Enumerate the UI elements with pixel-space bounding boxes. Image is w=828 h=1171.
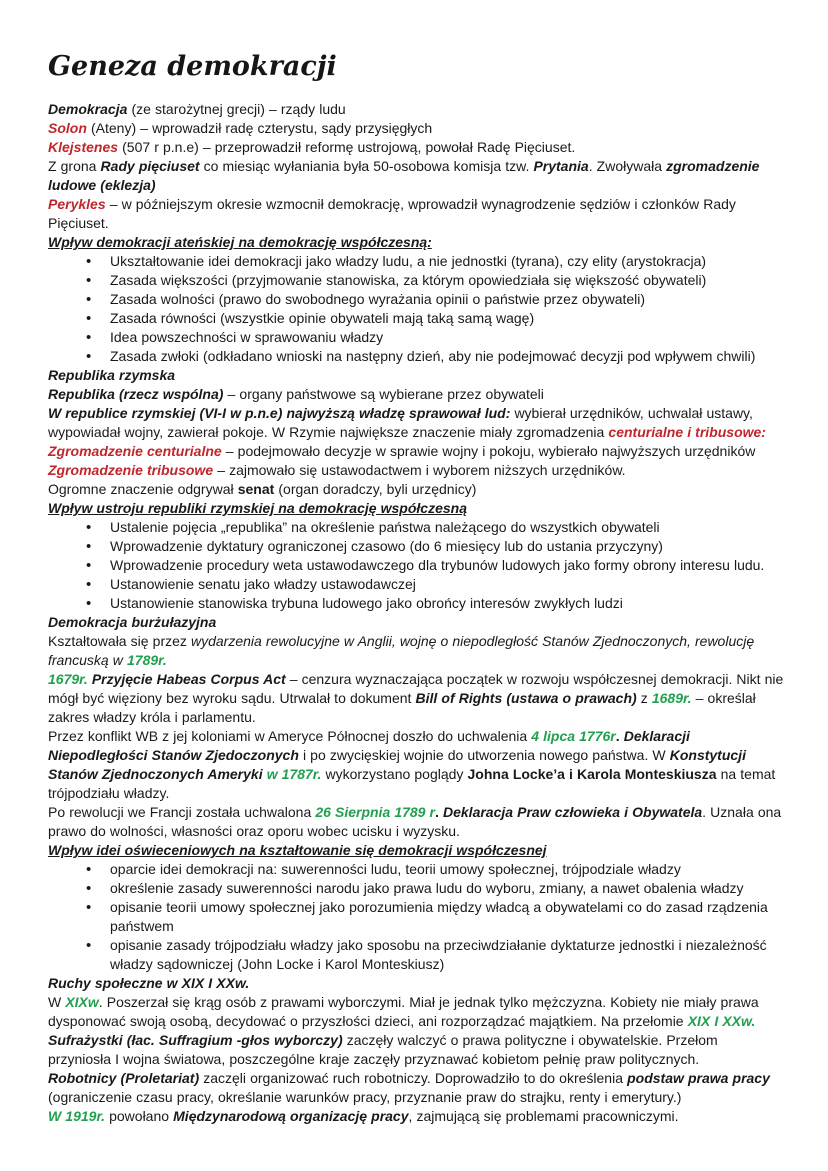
paragraph — [48, 233, 784, 252]
text-run: 4 lipca 1776r — [531, 728, 616, 744]
bullet-item — [48, 328, 784, 347]
text-run: Perykles — [48, 196, 106, 212]
text-run: . Poszerzał się krąg osób z prawami wyborczymi. Miał je jednak tylko mężczyzna. Kobiety nie miały prawa dysponować swoją osobą, decydować o przyszłości dzieci, ani rozporządzać majątkiem. Na przełomie — [48, 994, 759, 1029]
text-run: Demokracja — [48, 101, 128, 117]
text-run: Bill of Rights (ustawa o prawach) — [415, 690, 637, 706]
bullet-item — [48, 594, 784, 613]
text-run: Przyjęcie Habeas Corpus Act — [91, 671, 286, 687]
text-run: Międzynarodową organizację pracy — [173, 1108, 409, 1124]
text-run: Ustanowienie stanowiska trybuna ludowego jako obrońcy interesów zwykłych ludzi — [110, 595, 623, 611]
page-title: Geneza demokracji — [48, 51, 337, 82]
text-run: zgromadzenie ludowe (eklezja) — [48, 158, 760, 193]
text-run: Zgromadzenie centurialne — [48, 443, 222, 459]
text-run: w 1787r. — [266, 766, 322, 782]
paragraph — [48, 727, 784, 803]
text-run: – zajmowało się ustawodactwem i wyborem niższych urzędników. — [213, 462, 626, 478]
text-run: W 1919r. — [48, 1108, 106, 1124]
text-run: Idea powszechności w sprawowaniu władzy — [110, 329, 384, 345]
text-run: Demokracja burżułazyjna — [48, 614, 217, 630]
text-run: Zgromadzenie tribusowe — [48, 462, 214, 478]
text-run: Solon — [48, 120, 87, 136]
paragraph — [48, 366, 784, 385]
paragraph — [48, 841, 784, 860]
text-run: oparcie idei demokracji na: suwerenności ludu, teorii umowy społecznej, trójpodziale władzy — [110, 861, 681, 877]
text-run: Deklaracja Praw człowieka i Obywatela — [443, 804, 703, 820]
text-run: (ograniczenie czasu pracy, określanie warunków pracy, przyznanie praw do strajku, renty i emerytury.) — [48, 1089, 682, 1105]
text-run: co miesiąc wyłaniania była 50-osobowa komisja tzw. — [199, 158, 534, 174]
text-run: Po rewolucji we Francji została uchwalona — [48, 804, 316, 820]
paragraph — [48, 1069, 784, 1107]
paragraph — [48, 803, 784, 841]
bullet-item — [48, 556, 784, 575]
text-run: Robotnicy (Proletariat) — [48, 1070, 200, 1086]
text-run: wykorzystano poglądy — [321, 766, 468, 782]
text-run: Sufrażystki (łac. Suffragium -głos wyborczy) — [48, 1032, 343, 1048]
paragraph — [48, 974, 784, 993]
text-run: wybierał urzędników, uchwalał ustawy, wypowiadał wojny, zawierał pokoje. W Rzymie największe znaczenie miały zgromadzenia — [48, 405, 753, 440]
text-run: . — [615, 728, 624, 744]
bullet-item — [48, 309, 784, 328]
paragraph — [48, 499, 784, 518]
text-run: – określał zakres władzy króla i parlamentu. — [48, 690, 756, 725]
paragraph — [48, 138, 784, 157]
text-run: Zasada większości (przyjmowanie stanowiska, za którym opowiedziała się większość obywateli) — [110, 272, 707, 288]
text-run: (ze starożytnej grecji) – rządy ludu — [127, 101, 346, 117]
bullet-item — [48, 518, 784, 537]
text-run: Johna Locke’a i Karola Monteskiusza — [467, 766, 717, 782]
text-run: – organy państwowe są wybierane przez obywateli — [223, 386, 544, 402]
text-run: – w późniejszym okresie wzmocnił demokrację, wprowadził wynagrodzenie sędziów i członków Rady Pięciuset. — [48, 196, 736, 231]
text-run: zaczęli organizować ruch robotniczy. Doprowadziło to do określenia — [199, 1070, 628, 1086]
bullet-item — [48, 271, 784, 290]
text-run: senat — [237, 481, 275, 497]
text-run: (507 r p.n.e) – przeprowadził reformę ustrojową, powołał Radę Pięciuset. — [118, 139, 576, 155]
text-run: . — [435, 804, 443, 820]
bullet-item — [48, 860, 784, 879]
paragraph — [48, 157, 784, 195]
text-run: Kształtowała się przez — [48, 633, 191, 649]
text-run: z — [636, 690, 652, 706]
text-run: W — [48, 994, 66, 1010]
text-run: Ustanowienie senatu jako władzy ustawodawczej — [110, 576, 416, 592]
text-run: Rady pięciuset — [100, 158, 200, 174]
text-run: Prytania — [533, 158, 589, 174]
text-run: Zasada zwłoki (odkładano wnioski na następny dzień, aby nie podejmować decyzji pod wpływem chwili) — [110, 348, 756, 364]
text-run: Wprowadzenie procedury weta ustawodawczego dla trybunów ludowych jako formy obrony interesu ludu. — [110, 557, 765, 573]
text-run: XIXw — [65, 994, 99, 1010]
text-run: – podejmowało decyzje w sprawie wojny i pokoju, wybierało najwyższych urzędników — [221, 443, 756, 459]
text-run: 1679r. — [48, 671, 88, 687]
text-run: podstaw prawa pracy — [627, 1070, 770, 1086]
bullet-item — [48, 537, 784, 556]
bullet-item — [48, 575, 784, 594]
document-body — [48, 100, 784, 1126]
bullet-item — [48, 290, 784, 309]
paragraph — [48, 385, 784, 404]
text-run: Deklaracji Niepodległości Stanów Zjedoczonych — [48, 728, 690, 763]
text-run: Wpływ ustroju republiki rzymskiej na demokrację współczesną — [48, 500, 467, 516]
text-run: Ruchy społeczne w XIX I XXw. — [48, 975, 250, 991]
text-run: Ukształtowanie idei demokracji jako władzy ludu, a nie jednostki (tyrana), czy elity (arystokracja) — [110, 253, 707, 269]
text-run: W republice rzymskiej (VI-I w p.n.e) najwyższą władzę sprawował lud: — [48, 405, 511, 421]
text-run: Przez konflikt WB z jej koloniami w Ameryce Północnej doszło do uchwalenia — [48, 728, 532, 744]
paragraph — [48, 480, 784, 499]
text-run: , zajmującą się problemami pracowniczymi. — [408, 1108, 679, 1124]
text-run: Konstytucji Stanów Zjednoczonych Ameryki — [48, 747, 746, 782]
text-run: Zasada wolności (prawo do swobodnego wyrażania opinii o państwie przez obywateli) — [110, 291, 646, 307]
text-run: – cenzura wyznaczająca początek w rozwoju współczesnej demokracji. Nikt nie mógł być więziony bez wyroku sądu. Utrwalał to dokument — [48, 671, 784, 706]
text-run: 1789r. — [127, 652, 167, 668]
paragraph — [48, 119, 784, 138]
text-run: 1689r. — [651, 690, 692, 706]
text-run: Wprowadzenie dyktatury ograniczonej czasowo (do 6 miesięcy lub do ustania przyczyny) — [110, 538, 663, 554]
text-run: Wpływ demokracji ateńskiej na demokrację współczesną: — [48, 234, 432, 250]
text-run: . Zwoływała — [588, 158, 667, 174]
bullet-item — [48, 252, 784, 271]
text-run: wydarzenia rewolucyjne w Anglii, wojnę o niepodległość Stanów Zjednoczonych, rewolucję francuską w — [48, 633, 755, 668]
paragraph — [48, 670, 784, 727]
text-run: (organ doradczy, byli urzędnicy) — [274, 481, 477, 497]
text-run: Ustalenie pojęcia „republika” na określenie państwa należącego do wszystkich obywateli — [110, 519, 660, 535]
text-run: na temat trójpodziału władzy. — [48, 766, 776, 801]
paragraph — [48, 404, 784, 442]
text-run: centurialne i tribusowe: — [608, 424, 766, 440]
bullet-item — [48, 347, 784, 366]
text-run: zaczęły walczyć o prawa polityczne i obywatelskie. Przełom przyniosła I wojna światowa, poszczególne kraje zaczęły przyznawać kobietom pełnię praw politycznych. — [48, 1032, 718, 1067]
text-run: Klejstenes — [48, 139, 119, 155]
text-run: Wpływ idei oświeceniowych na kształtowanie się demokracji współczesnej — [48, 842, 547, 858]
bullet-item — [48, 898, 784, 936]
text-run: 26 Sierpnia 1789 r — [315, 804, 436, 820]
bullet-item — [48, 879, 784, 898]
text-run: określenie zasady suwerenności narodu jako prawa ludu do wyboru, zmiany, a nawet obalenia władzy — [110, 880, 744, 896]
text-run: i po zwycięskiej wojnie do utworzenia nowego państwa. W — [302, 747, 670, 763]
text-run: opisanie teorii umowy społecznej jako porozumienia między władcą a obywatelami co do zasad rządzenia państwem — [110, 899, 768, 934]
paragraph — [48, 195, 784, 233]
text-run: Z grona — [48, 158, 101, 174]
text-run: Zasada równości (wszystkie opinie obywateli mają taką samą wagę) — [110, 310, 535, 326]
paragraph — [48, 613, 784, 632]
paragraph — [48, 461, 784, 480]
text-run: Republika rzymska — [48, 367, 176, 383]
paragraph — [48, 442, 784, 461]
paragraph — [48, 1107, 784, 1126]
bullet-item — [48, 936, 784, 974]
paragraph — [48, 993, 784, 1031]
text-run: opisanie zasady trójpodziału władzy jako sposobu na przeciwdziałanie dyktaturze jednostki i niezależność władzy sądowniczej (John Locke i Karol Monteskiusz) — [110, 937, 767, 972]
text-run: Ogromne znaczenie odgrywał — [48, 481, 238, 497]
paragraph — [48, 632, 784, 670]
paragraph — [48, 1031, 784, 1069]
text-run: (Ateny) – wprowadził radę czterystu, sądy przysięgłych — [86, 120, 433, 136]
paragraph — [48, 100, 784, 119]
text-run: powołano — [105, 1108, 174, 1124]
text-run: Republika (rzecz wspólna) — [48, 386, 224, 402]
text-run: XIX I XXw. — [687, 1013, 756, 1029]
text-run: . Uznała ona prawo do wolności, własności oraz oporu wobec ucisku i wyzysku. — [48, 804, 782, 839]
